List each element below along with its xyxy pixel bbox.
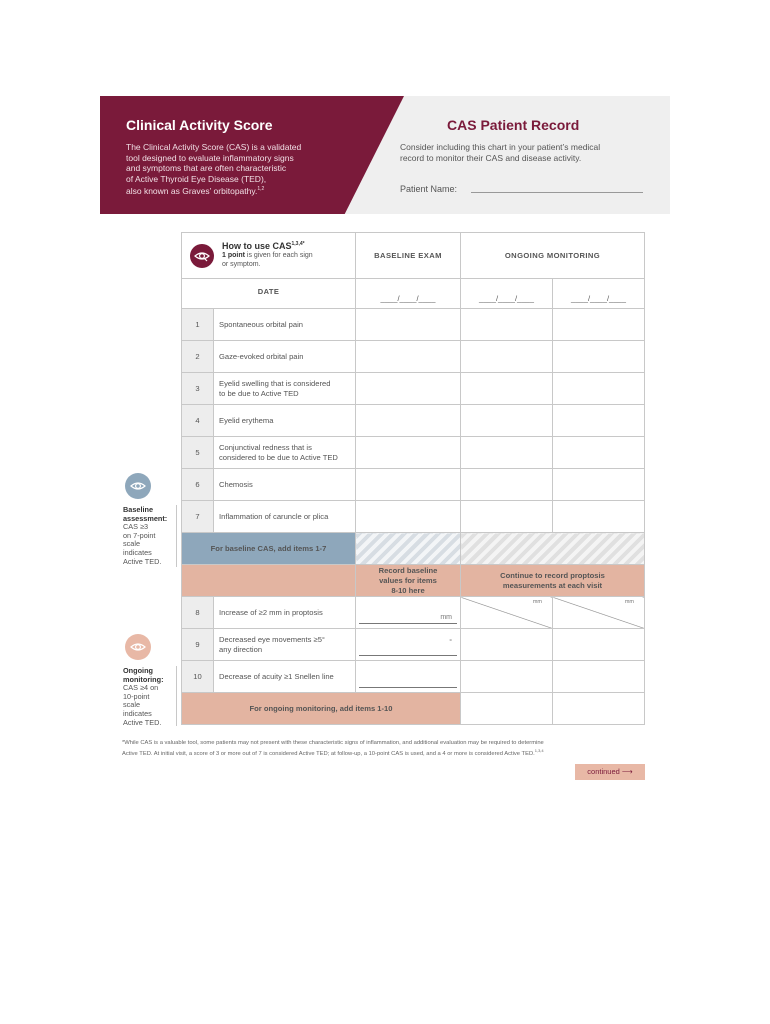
ongoing-cell[interactable] <box>461 373 553 405</box>
how-to-title: How to use CAS <box>222 241 292 251</box>
ongoing-bracket <box>172 666 177 726</box>
ongoing-cell[interactable] <box>553 661 645 693</box>
baseline-assessment-note: Baseline assessment: CAS ≥3 on 7-point scale indicates Active TED. <box>123 505 168 566</box>
ongoing-sum-cell[interactable] <box>553 693 645 725</box>
proptosis-baseline-field[interactable]: mm <box>356 597 461 629</box>
item-label: Conjunctival redness that is considered to be due to Active TED <box>214 437 356 469</box>
ongoing-cell[interactable] <box>461 629 553 661</box>
cas-title: Clinical Activity Score <box>126 117 273 133</box>
item-number: 8 <box>182 597 214 629</box>
item-number: 6 <box>182 469 214 501</box>
cas-description: The Clinical Activity Score (CAS) is a validated tool designed to evaluate inflammatory signs and symptoms that are often characteristic of Active Thyroid Eye Disease (TED), also known as Graves’ orbitopathy.$^{1,2}$ <box>126 142 302 197</box>
ongoing-cell[interactable] <box>461 309 553 341</box>
ongoing-sum-shaded <box>461 533 645 565</box>
baseline-cell[interactable] <box>356 309 461 341</box>
item-label: Eyelid erythema <box>214 405 356 437</box>
ongoing-cell[interactable] <box>553 309 645 341</box>
ongoing-date-field-1[interactable]: ____/____/____ <box>461 279 553 309</box>
baseline-eye-icon <box>125 473 151 499</box>
record-baseline-note: Record baseline values for items 8-10 here <box>356 565 461 597</box>
item-number: 5 <box>182 437 214 469</box>
item-label: Inflammation of caruncle or plica <box>214 501 356 533</box>
baseline-sum-cell[interactable] <box>356 533 461 565</box>
proptosis-ongoing-cell[interactable]: mm <box>461 597 553 629</box>
how-to-text: 1 point is given for each sign or symptom. <box>222 252 313 268</box>
ongoing-eye-icon <box>125 634 151 660</box>
arrow-right-icon: ⟶ <box>621 767 633 776</box>
patient-name-field[interactable] <box>471 192 643 193</box>
cas-table <box>181 232 645 725</box>
baseline-sum-label: For baseline CAS, add items 1-7 <box>182 533 356 565</box>
item-label: Decrease of acuity ≥1 Snellen line <box>214 661 356 693</box>
acuity-baseline-field[interactable] <box>356 661 461 693</box>
ongoing-date-field-2[interactable]: ____/____/____ <box>553 279 645 309</box>
item-label: Gaze-evoked orbital pain <box>214 341 356 373</box>
ongoing-cell[interactable] <box>461 341 553 373</box>
footnote: *While CAS is a valuable tool, some patients may not present with these characteristic signs of inflammation, and additional evaluation may be required to determine Active TED. At initial visit, a score of 3 or more out of 7 is considered Active TED; at follow-up, a 10-point CAS is used, and a 4 or more is considered Active TED.$^{1,3,4}$ <box>122 740 544 757</box>
patient-record-title: CAS Patient Record <box>447 117 580 133</box>
continue-record-note: Continue to record proptosis measurements at each visit <box>461 565 645 597</box>
ongoing-cell[interactable] <box>553 437 645 469</box>
ongoing-cell[interactable] <box>461 661 553 693</box>
item-number: 4 <box>182 405 214 437</box>
baseline-cell[interactable] <box>356 437 461 469</box>
baseline-cell[interactable] <box>356 341 461 373</box>
baseline-date-field[interactable]: ____/____/____ <box>356 279 461 309</box>
item-number: 7 <box>182 501 214 533</box>
item-number: 2 <box>182 341 214 373</box>
item-label: Chemosis <box>214 469 356 501</box>
item-label: Spontaneous orbital pain <box>214 309 356 341</box>
date-label: DATE <box>182 279 356 309</box>
how-to-use-cell: How to use $CAS^{1,3,4*}$ 1 point is given for each sign or symptom. <box>182 233 356 279</box>
ongoing-cell[interactable] <box>461 469 553 501</box>
item-number: 9 <box>182 629 214 661</box>
patient-name-label: Patient Name: <box>400 184 458 194</box>
item-number: 10 <box>182 661 214 693</box>
baseline-exam-header: BASELINE EXAM <box>356 233 461 279</box>
baseline-cell[interactable] <box>356 373 461 405</box>
item-number: 1 <box>182 309 214 341</box>
ongoing-cell[interactable] <box>553 405 645 437</box>
baseline-bracket <box>172 505 177 567</box>
item-label: Increase of ≥2 mm in proptosis <box>214 597 356 629</box>
baseline-cell[interactable] <box>356 405 461 437</box>
ongoing-cell[interactable] <box>553 501 645 533</box>
item-number: 3 <box>182 373 214 405</box>
ongoing-cell[interactable] <box>553 373 645 405</box>
eye-icon <box>190 244 214 268</box>
item-label: Eyelid swelling that is considered to be due to Active TED <box>214 373 356 405</box>
ongoing-cell[interactable] <box>461 501 553 533</box>
proptosis-band-spacer <box>182 565 356 597</box>
ongoing-sum-cell[interactable] <box>461 693 553 725</box>
ongoing-cell[interactable] <box>461 405 553 437</box>
ongoing-cell[interactable] <box>553 469 645 501</box>
ongoing-sum-label: For ongoing monitoring, add items 1-10 <box>182 693 461 725</box>
proptosis-ongoing-cell[interactable]: mm <box>553 597 645 629</box>
patient-record-description: Consider including this chart in your patient’s medical record to monitor their CAS and disease activity. <box>400 142 601 163</box>
ongoing-cell[interactable] <box>553 341 645 373</box>
ongoing-cell[interactable] <box>461 437 553 469</box>
ongoing-monitoring-note: Ongoing monitoring: CAS ≥4 on 10-point scale indicates Active TED. <box>123 666 164 727</box>
eye-movement-baseline-field[interactable]: ° <box>356 629 461 661</box>
baseline-cell[interactable] <box>356 469 461 501</box>
ongoing-cell[interactable] <box>553 629 645 661</box>
baseline-cell[interactable] <box>356 501 461 533</box>
continued-button[interactable]: continued ⟶ <box>575 764 645 780</box>
item-label: Decreased eye movements ≥5° any direction <box>214 629 356 661</box>
ongoing-monitoring-header: ONGOING MONITORING <box>461 233 645 279</box>
